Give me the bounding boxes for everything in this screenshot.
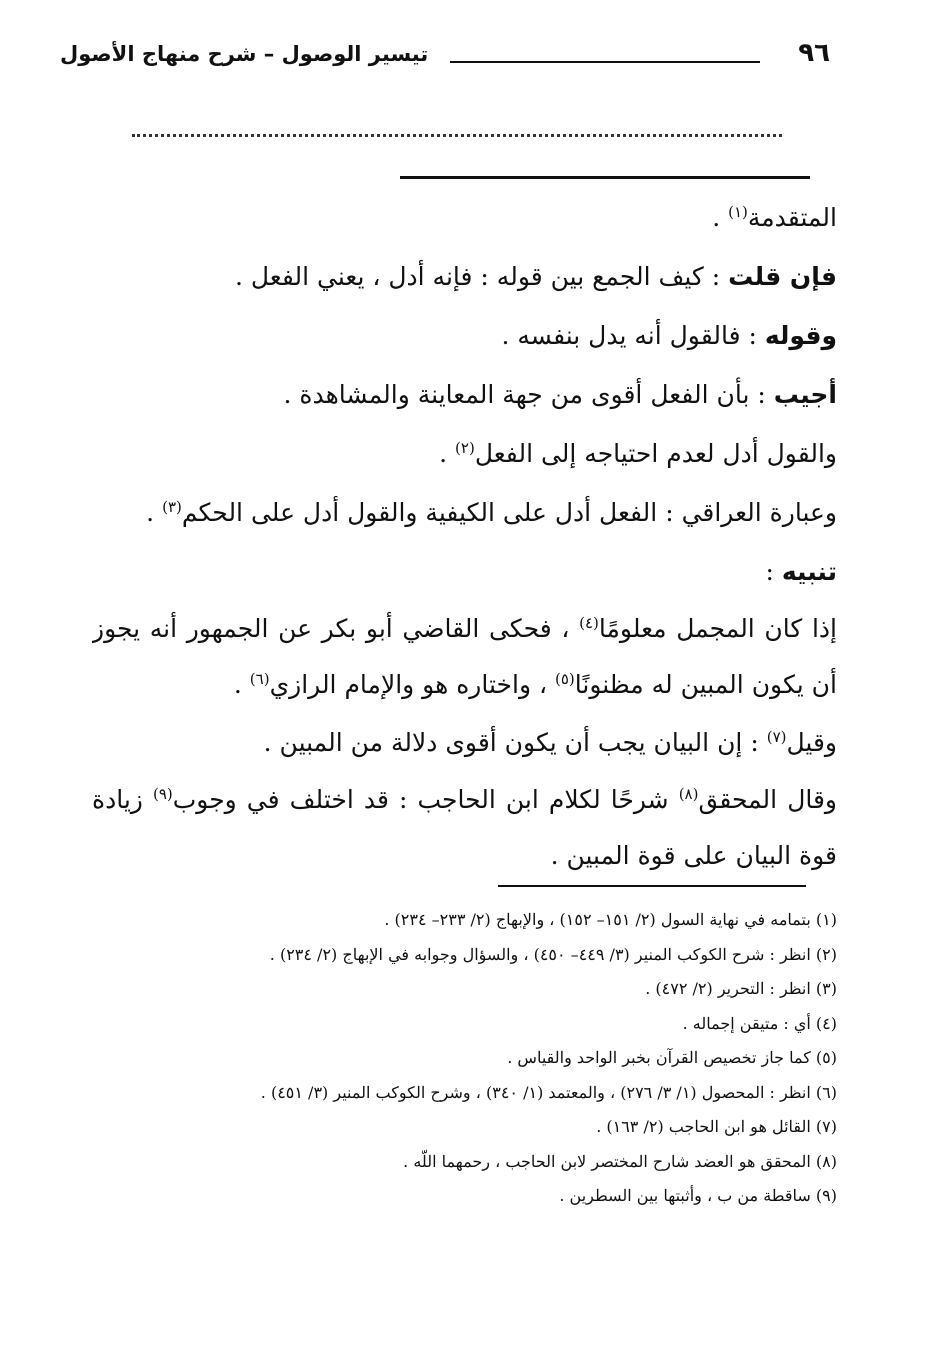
- paragraph-4: والقول أدل لعدم احتياجه إلى الفعل$^{(٢)}$ .: [439, 439, 837, 468]
- running-title: تيسير الوصول – شرح منهاج الأصول: [60, 42, 429, 66]
- paragraph-1: فإن قلت : كيف الجمع بين قوله : فإنه أدل ، يعني الفعل .: [234, 262, 837, 291]
- footnote-ref-9: (٩): [152, 785, 173, 803]
- footnote-ref-8: (٨): [678, 785, 699, 803]
- paragraph-7: إذا كان المجمل معلومًا$^{(٤)}$ ، فحكى القاضي أبو بكر عن الجمهور أنه يجوز أن يكون المبين له مظنونًا$^{(٥)}$ ، واختاره هو والإمام الرازي$^{(٦)}$ .: [92, 614, 837, 699]
- footnote-ref-3: (٣): [162, 498, 182, 516]
- page-header: [60, 38, 840, 78]
- footnote-ref-2: (٢): [455, 439, 475, 457]
- ellipsis-dotted-line: [132, 112, 782, 137]
- paragraph-6: تنبيه :: [765, 557, 837, 586]
- main-text: [92, 188, 837, 884]
- paragraph-5: وعبارة العراقي : الفعل أدل على الكيفية والقول أدل على الحكم$^{(٣)}$ .: [146, 498, 837, 527]
- lead-word: أجيب: [773, 380, 837, 409]
- footnote-8: (٨) المحقق هو العضد شارح المختصر لابن الحاجب ، رحمهما اللّه .: [403, 1151, 837, 1171]
- footnote-ref-6: (٦): [249, 670, 270, 688]
- section-heading-tanbih: تنبيه: [781, 557, 837, 586]
- footnote-ref-1: (١): [728, 203, 748, 221]
- page-number: ٩٦: [798, 38, 830, 68]
- footnotes: [92, 903, 837, 1214]
- lead-word: فإن قلت: [728, 262, 837, 291]
- footnote-3: (٣) انظر : التحرير (٢/ ٤٧٢) .: [645, 979, 837, 998]
- lead-word: وقوله: [764, 321, 837, 350]
- footnote-2: (٢) انظر : شرح الكوكب المنير (٣/ ٤٤٩– ٤٥٠) ، والسؤال وجوابه في الإبهاج (٢/ ٢٣٤) .: [269, 944, 837, 964]
- footnote-1: (١) بتمامه في نهاية السول (٢/ ١٥١– ١٥٢) ، والإبهاج (٢/ ٢٣٣– ٢٣٤) .: [384, 910, 837, 929]
- top-separator-rule: [400, 176, 810, 179]
- paragraph-9: وقال المحقق$^{(٨)}$ شرحًا لكلام ابن الحاجب : قد اختلف في وجوب$^{(٩)}$ زيادة قوة البيان على قوة المبين .: [92, 785, 837, 870]
- paragraph-8: وقيل$^{(٧)}$ : إن البيان يجب أن يكون أقوى دلالة من المبين .: [263, 728, 837, 757]
- paragraph-0: المتقدمة$^{(١)}$ .: [712, 203, 837, 232]
- paragraph-3: أجيب : بأن الفعل أقوى من جهة المعاينة والمشاهدة .: [283, 380, 837, 409]
- footnote-ref-7: (٧): [766, 728, 787, 746]
- footnote-ref-4: (٤): [579, 614, 599, 632]
- header-rule: [450, 61, 760, 63]
- footnote-ref-5: (٥): [554, 670, 575, 688]
- footnote-5: (٥) كما جاز تخصيص القرآن بخبر الواحد والقياس .: [507, 1048, 837, 1067]
- paragraph-2: وقوله : فالقول أنه يدل بنفسه .: [501, 321, 837, 350]
- footnote-4: (٤) أي : متيقن إجماله .: [682, 1013, 837, 1033]
- footnote-6: (٦) انظر : المحصول (١/ ٣/ ٢٧٦) ، والمعتمد (١/ ٣٤٠) ، وشرح الكوكب المنير (٣/ ٤٥١) .: [260, 1082, 837, 1102]
- footnote-9: (٩) ساقطة من ب ، وأثبتها بين السطرين .: [559, 1186, 837, 1205]
- footnote-7: (٧) القائل هو ابن الحاجب (٢/ ١٦٣) .: [596, 1117, 837, 1136]
- footnote-separator: [498, 885, 806, 887]
